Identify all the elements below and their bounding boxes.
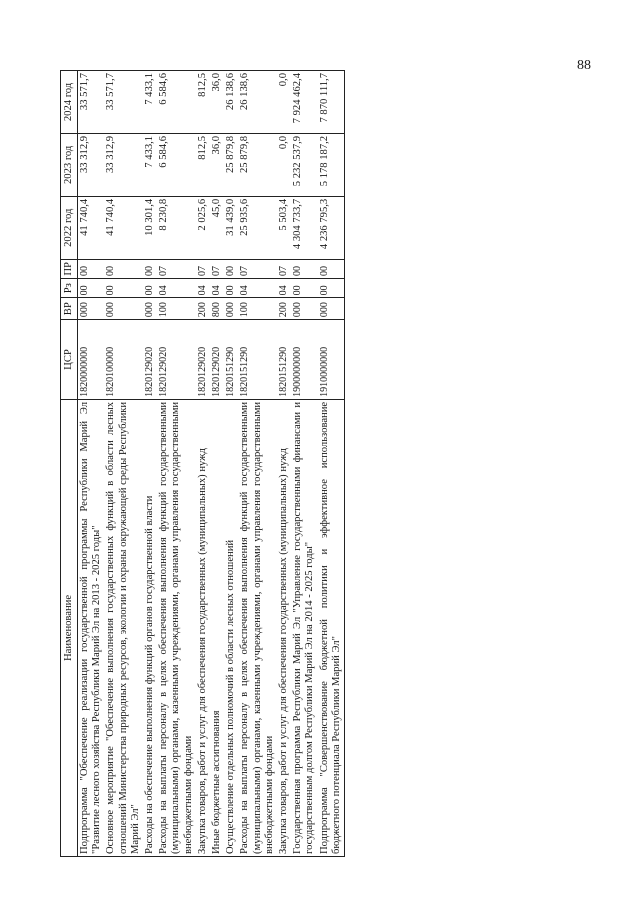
table-row: [104, 71, 143, 857]
cell-y2024: 7 433,1: [143, 71, 157, 134]
cell-pr: 00: [104, 259, 143, 278]
cell-y2023: 5 232 537,9: [291, 133, 317, 196]
cell-name: Расходы на выплаты персоналу в целях обеспечения выполнения функций государственными (муниципальными) органами, казенными учреждениями, органами управления государственными внебюджетными фондами: [238, 399, 277, 856]
cell-vr: 000: [291, 298, 317, 320]
cell-y2024: 7 870 111,7: [318, 71, 345, 134]
cell-pr: 00: [318, 259, 345, 278]
header-csr: ЦСР: [61, 320, 78, 400]
cell-y2024: 0,0: [277, 71, 291, 134]
header-2022: 2022 год: [61, 196, 78, 259]
cell-csr: 1820129020: [210, 320, 224, 400]
table-row: [318, 71, 345, 857]
cell-y2023: 6 584,6: [157, 133, 196, 196]
cell-csr: 1820151290: [224, 320, 238, 400]
cell-name: Расходы на выплаты персоналу в целях обеспечения выполнения функций государственными (муниципальными) органами, казенными учреждениями, органами управления государственными внебюджетными фондами: [157, 399, 196, 856]
cell-y2022: 45,0: [210, 196, 224, 259]
page-number: 88: [577, 58, 591, 73]
cell-name: Расходы на обеспечение выполнения функций органов государственной власти: [143, 399, 157, 856]
cell-rz: 04: [277, 279, 291, 298]
header-pr: ПР: [61, 259, 78, 278]
table-header-row: [61, 71, 78, 857]
cell-y2022: 25 935,6: [238, 196, 277, 259]
cell-rz: 00: [318, 279, 345, 298]
table-body: [78, 71, 345, 857]
cell-rz: 00: [104, 279, 143, 298]
cell-y2022: 41 740,4: [104, 196, 143, 259]
cell-pr: 00: [78, 259, 105, 278]
table-row: [238, 71, 277, 857]
header-2023: 2023 год: [61, 133, 78, 196]
table-row: [224, 71, 238, 857]
cell-y2022: 10 301,4: [143, 196, 157, 259]
cell-rz: 04: [238, 279, 277, 298]
cell-pr: 07: [210, 259, 224, 278]
cell-y2024: 812,5: [196, 71, 210, 134]
cell-pr: 00: [224, 259, 238, 278]
cell-vr: 200: [196, 298, 210, 320]
table-row: [157, 71, 196, 857]
cell-csr: 1820151290: [238, 320, 277, 400]
cell-vr: 000: [143, 298, 157, 320]
cell-rz: 00: [143, 279, 157, 298]
cell-vr: 000: [104, 298, 143, 320]
cell-y2022: 2 025,6: [196, 196, 210, 259]
table-row: [210, 71, 224, 857]
cell-y2024: 7 924 462,4: [291, 71, 317, 134]
cell-y2023: 0,0: [277, 133, 291, 196]
cell-csr: 1820129020: [157, 320, 196, 400]
cell-y2023: 33 312,9: [78, 133, 105, 196]
cell-vr: 000: [224, 298, 238, 320]
cell-csr: 1820129020: [143, 320, 157, 400]
table-row: [277, 71, 291, 857]
cell-y2024: 33 571,7: [78, 71, 105, 134]
cell-rz: 00: [78, 279, 105, 298]
cell-y2024: 36,0: [210, 71, 224, 134]
cell-rz: 00: [224, 279, 238, 298]
header-rz: Рз: [61, 279, 78, 298]
header-2024: 2024 год: [61, 71, 78, 134]
cell-y2022: 5 503,4: [277, 196, 291, 259]
cell-rz: 04: [210, 279, 224, 298]
cell-csr: 1820129020: [196, 320, 210, 400]
cell-vr: 200: [277, 298, 291, 320]
cell-pr: 00: [143, 259, 157, 278]
cell-pr: 07: [196, 259, 210, 278]
cell-name: Основное мероприятие "Обеспечение выполнения государственных функций в области лесных отношений Министерства природных ресурсов, экологии и охраны окружающей среды Республики Марий Эл": [104, 399, 143, 856]
budget-table: [60, 70, 345, 857]
cell-y2023: 5 178 187,2: [318, 133, 345, 196]
cell-y2022: 31 439,0: [224, 196, 238, 259]
cell-pr: 07: [277, 259, 291, 278]
cell-y2023: 25 879,8: [224, 133, 238, 196]
header-vr: ВР: [61, 298, 78, 320]
cell-y2024: 26 138,6: [238, 71, 277, 134]
cell-pr: 07: [157, 259, 196, 278]
cell-csr: 1910000000: [318, 320, 345, 400]
cell-y2023: 36,0: [210, 133, 224, 196]
cell-csr: 1900000000: [291, 320, 317, 400]
cell-y2024: 6 584,6: [157, 71, 196, 134]
table-row: [196, 71, 210, 857]
cell-rz: 00: [291, 279, 317, 298]
cell-csr: 1820000000: [78, 320, 105, 400]
cell-name: Иные бюджетные ассигнования: [210, 399, 224, 856]
cell-y2022: 4 236 795,3: [318, 196, 345, 259]
cell-y2023: 25 879,8: [238, 133, 277, 196]
table-row: [78, 71, 105, 857]
cell-y2022: 8 230,8: [157, 196, 196, 259]
header-name: Наименование: [61, 399, 78, 856]
cell-vr: 000: [318, 298, 345, 320]
cell-y2022: 4 304 733,7: [291, 196, 317, 259]
cell-y2023: 7 433,1: [143, 133, 157, 196]
cell-name: Подпрограмма "Обеспечение реализации государственной программы Республики Марий Эл "Развитие лесного хозяйства Республики Марий Эл на 2013 - 2025 годы": [78, 399, 105, 856]
budget-table-container: [60, 70, 570, 857]
cell-vr: 800: [210, 298, 224, 320]
cell-name: Осуществление отдельных полномочий в области лесных отношений: [224, 399, 238, 856]
table-row: [143, 71, 157, 857]
cell-name: Закупка товаров, работ и услуг для обеспечения государственных (муниципальных) нужд: [196, 399, 210, 856]
cell-name: Подпрограмма "Совершенствование бюджетной политики и эффективное использование бюджетного потенциала Республики Марий Эл": [318, 399, 345, 856]
cell-name: Закупка товаров, работ и услуг для обеспечения государственных (муниципальных) нужд: [277, 399, 291, 856]
cell-y2024: 33 571,7: [104, 71, 143, 134]
cell-y2023: 812,5: [196, 133, 210, 196]
cell-rz: 04: [196, 279, 210, 298]
cell-pr: 00: [291, 259, 317, 278]
cell-name: Государственная программа Республики Марий Эл "Управление государственными финансами и государственным долгом Республики Марий Эл на 2014 - 2025 годы": [291, 399, 317, 856]
cell-csr: 1820151290: [277, 320, 291, 400]
table-row: [291, 71, 317, 857]
cell-vr: 000: [78, 298, 105, 320]
cell-csr: 1820100000: [104, 320, 143, 400]
cell-rz: 04: [157, 279, 196, 298]
cell-y2023: 33 312,9: [104, 133, 143, 196]
cell-vr: 100: [238, 298, 277, 320]
cell-y2024: 26 138,6: [224, 71, 238, 134]
cell-vr: 100: [157, 298, 196, 320]
cell-y2022: 41 740,4: [78, 196, 105, 259]
cell-pr: 07: [238, 259, 277, 278]
